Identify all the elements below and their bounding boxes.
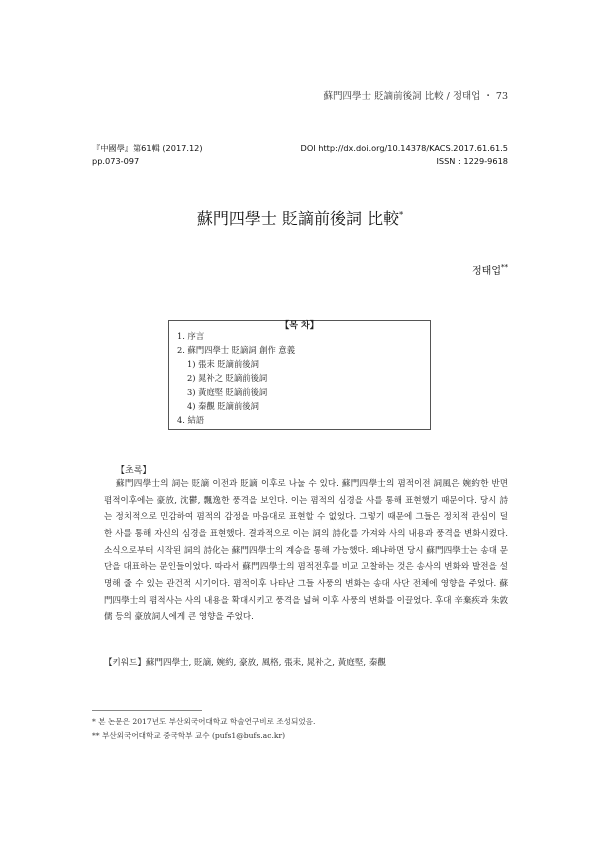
toc-item: 3) 黃庭堅 貶謫前後詞 <box>187 387 268 397</box>
toc-item: 2) 晁补之 貶謫前後詞 <box>187 373 268 383</box>
author-footnote-mark: ** <box>501 263 508 272</box>
title-footnote-mark: * <box>399 210 404 220</box>
running-header: 蘇門四學士 貶謫前後詞 比較 / 정태업 ・ 73 <box>323 91 508 102</box>
doi-link[interactable]: DOI http://dx.doi.org/10.14378/KACS.2017.61.61.5 <box>300 143 508 153</box>
abstract-body: 蘇門四學士의 詞는 貶謫 이전과 貶謫 이후로 나눌 수 있다. 蘇門四學士의 폄적이전 詞風은 婉約한 반면 폄적이후에는 豪放, 沈鬱, 飄逸한 풍격을 보인다. 이는 폄적의 심경을 사를 통해 표현했기 때문이다. 당시 詩는 정치적으로 민감하여 폄적의 감정을 마음대로 표현할 수 없었다. 그렇기 때문에 그들은 정치적 관심이 덜한 사를 통해 자신의 심경을 표현했다. 결과적으로 이는 詞의 詩化를 가져와 사의 내용과 풍격을 변화시켰다. 소식으로부터 시작된 詞의 詩化는 蘇門四學士의 계승을 통해 가능했다. 왜냐하면 당시 蘇門四學士는 송대 문단을 대표하는 문인들이었다. 따라서 蘇門四學士의 폄적전후를 비교 고찰하는 것은 송사의 변화와 발전을 설명해 줄 수 있는 관건적 시기이다. 폄적이후 나타난 그들 사풍의 변화는 송대 사단 전체에 영향을 주었다. 蘇門四學士의 폄적사는 사의 내용을 확대시키고 풍격을 넓혀 이후 사풍의 변화를 이끌었다. 후대 辛棄疾과 朱敦儒 등의 豪放詞人에게 큰 영향을 주었다. <box>104 479 508 623</box>
abstract-heading: 【초록】 <box>116 466 152 476</box>
toc-item: 1. 序言 <box>177 331 205 341</box>
journal-citation: 『中國學』第61輯 (2017.12) <box>92 143 203 153</box>
page-range: pp.073-097 <box>92 156 140 166</box>
author <box>472 262 508 277</box>
paper-title-text: 蘇門四學士 貶謫前後詞 比較 <box>196 209 400 228</box>
footnote-divider <box>92 710 202 711</box>
issn: ISSN : 1229-9618 <box>436 156 508 166</box>
footnote: * 본 논문은 2017년도 부산외국어대학교 학술연구비로 조성되었음. <box>92 717 316 726</box>
toc-item: 4) 秦觀 貶謫前後詞 <box>187 401 259 411</box>
toc-heading-wrap <box>169 313 430 332</box>
toc-heading: 【목 차】 <box>274 321 325 331</box>
keywords: 【키워드】蘇門四學士, 貶謫, 婉約, 豪放, 風格, 張耒, 晁补之, 黃庭堅, 秦觀 <box>104 658 386 668</box>
footnote: ** 부산외국어대학교 중국학부 교수 (pufs1@bufs.ac.kr) <box>92 731 286 740</box>
toc-item: 2. 蘇門四學士 貶謫詞 創作 意義 <box>177 345 296 355</box>
toc-item: 4. 結語 <box>177 415 205 425</box>
table-of-contents <box>168 320 431 430</box>
paper-title <box>0 206 600 229</box>
toc-item: 1) 張耒 貶謫前後詞 <box>187 359 259 369</box>
author-name: 정태업 <box>472 266 501 277</box>
